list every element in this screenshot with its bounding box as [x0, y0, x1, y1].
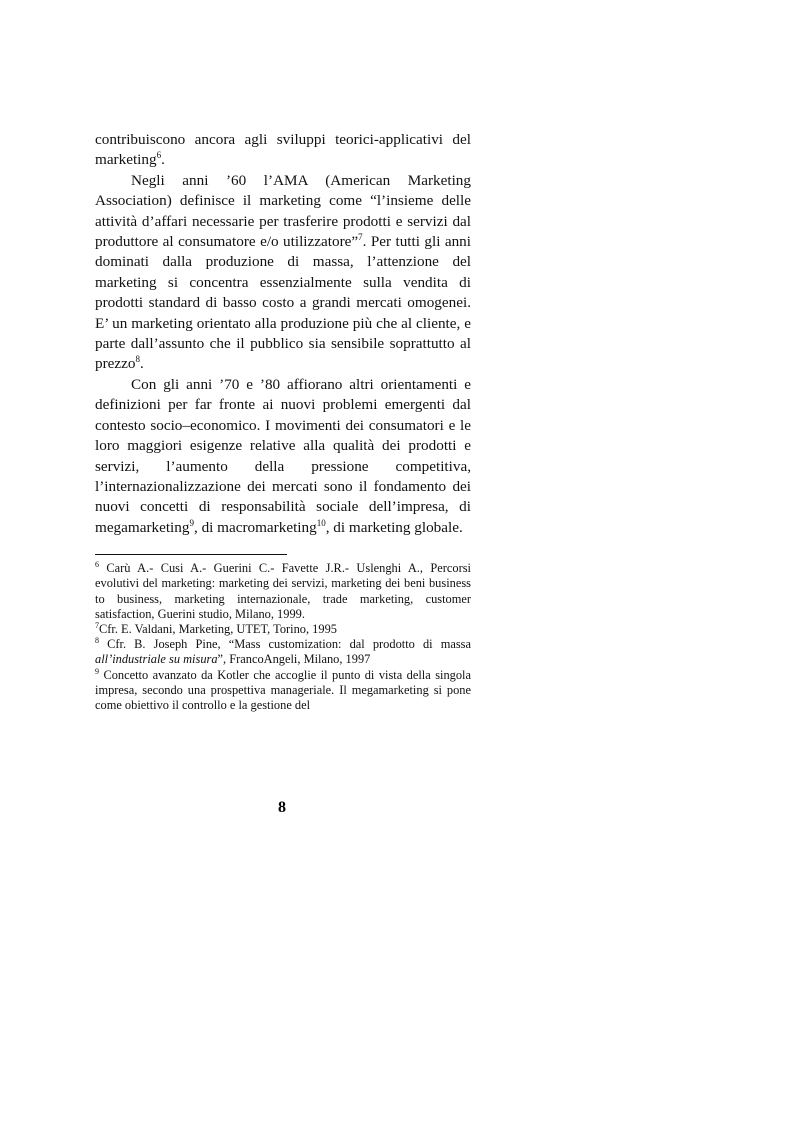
footnote-ref-8[interactable]: 8 — [135, 354, 140, 365]
footnote-italic-text: all’industriale su misura — [95, 652, 218, 667]
footnote-ref-6[interactable]: 6 — [156, 150, 162, 161]
footnote-ref-9[interactable]: 9 — [189, 517, 194, 528]
footnote-8 — [95, 637, 471, 667]
footnote-7 — [95, 622, 471, 637]
footnote-number: 9 — [95, 666, 99, 676]
footnote-6 — [95, 561, 471, 622]
footnote-text: Carù A.- Cusi A.- Guerini C.- Favette J.R.- Uslenghi A., Percorsi evolutivi del marketing: marketing dei servizi, marketing dei beni business to business, marketing internazionale, trade marketing, customer satisfaction, Guerini studio, Milano, 1999. — [95, 561, 471, 621]
page-number: 8 — [278, 799, 286, 816]
footnote-number: 8 — [95, 636, 99, 646]
footnote-text: ”, FrancoAngeli, Milano, 1997 — [217, 652, 371, 667]
footnote-number: 6 — [95, 560, 99, 569]
paragraph-1: contribuiscono ancora agli sviluppi teorici-applicativi del marketing$^6$. — [95, 131, 471, 169]
footnote-ref-10[interactable]: 10 — [316, 517, 326, 528]
footnote-text: Cfr. B. Joseph Pine, “Mass customization: dal prodotto di massa — [99, 637, 471, 652]
footnote-divider — [95, 554, 287, 555]
footnote-text: Concetto avanzato da Kotler che accoglie il punto di vista della singola impresa, secondo una prospettiva manageriale. Il megamarketing si pone come obiettivo il controllo e la gestione del — [95, 667, 471, 712]
footnote-ref-7[interactable]: 7 — [358, 231, 363, 242]
page-content — [95, 130, 471, 713]
paragraph-2: Negli anni ’60 l’AMA (American Marketing Association) definisce il marketing come “l’insieme delle attività d’affari necessarie per trasferire prodotti e servizi dal produttore al consumatore e/o utilizzatore”$^7$. Per tutti gli anni dominati dalla produzione di massa, l’attenzione del marketing si concentra essenzialmente sulla vendita di prodotti standard di basso costo a grandi mercati omogenei. E’ un marketing orientato alla produzione più che al cliente, e parte dall’assunto che il pubblico sia sensibile soprattutto al prezzo$^8$. — [95, 171, 471, 373]
footnote-9 — [95, 668, 471, 714]
footnote-number: 7 — [95, 620, 99, 630]
footnote-text: Cfr. E. Valdani, Marketing, UTET, Torino, 1995 — [99, 621, 337, 636]
paragraph-3: Con gli anni ’70 e ’80 affiorano altri orientamenti e definizioni per far fronte ai nuovi problemi emergenti dal contesto socio–economico. I movimenti dei consumatori e le loro maggiori esigenze relative alla qualità dei prodotti e servizi, l’aumento della pressione competitiva, l’internazionalizzazione dei mercati sono il fondamento dei nuovi concetti di responsabilità sociale dell’impresa, di megamarketing$^9$, di macromarketing$^{10}$, di marketing globale. — [95, 375, 471, 536]
